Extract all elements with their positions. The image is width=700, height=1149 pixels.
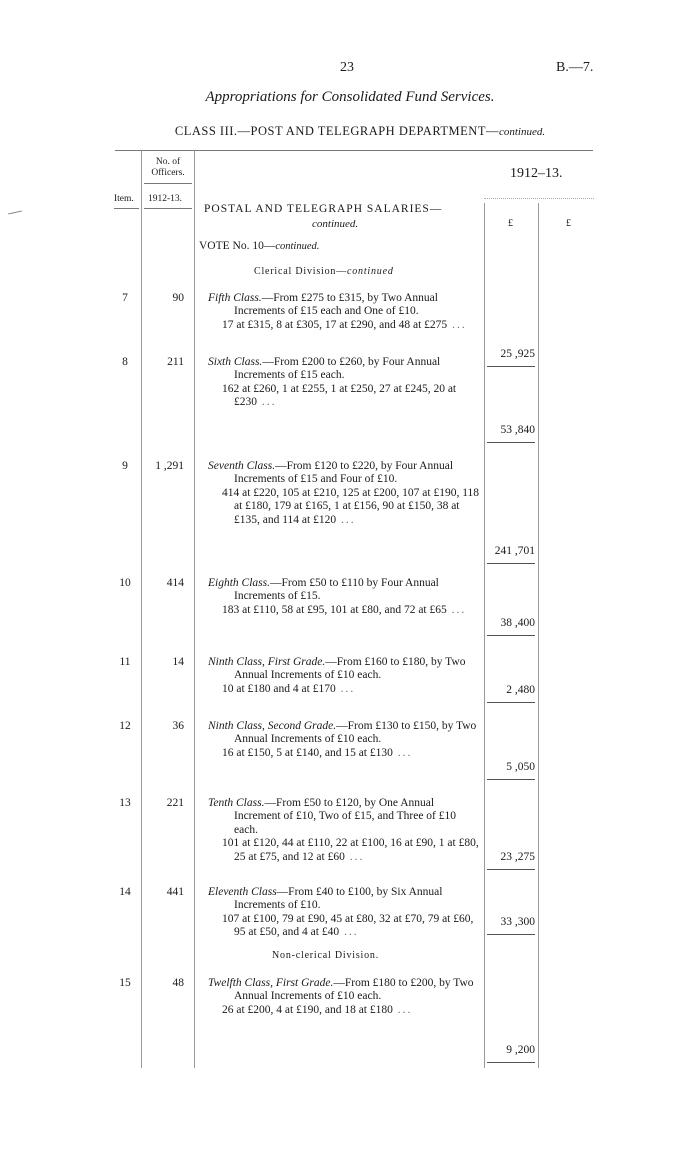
class-heading-text: CLASS III.—POST AND TELEGRAPH DEPARTMENT— bbox=[174, 124, 499, 138]
year-heading-rule bbox=[144, 208, 192, 209]
entry-amount: 9 ,200 bbox=[506, 1044, 535, 1056]
leader-dots: ... bbox=[392, 746, 413, 759]
class-heading bbox=[0, 124, 700, 139]
entry-amount: 2 ,480 bbox=[506, 684, 535, 696]
entry-description bbox=[208, 292, 480, 332]
item-number: 14 bbox=[119, 886, 131, 898]
officers-label-1: No. of bbox=[155, 157, 181, 167]
class-description: —From £130 to £150, by Two Annual Increments of £10 each. bbox=[234, 720, 477, 746]
officer-count: 441 bbox=[166, 886, 184, 898]
class-name: Fifth Class. bbox=[208, 292, 262, 304]
amount-underline bbox=[487, 702, 535, 703]
entry-amount: 33 ,300 bbox=[500, 916, 535, 928]
officers-column-heading bbox=[145, 157, 191, 179]
amount-underline bbox=[487, 563, 535, 564]
amount-underline bbox=[487, 1062, 535, 1063]
salary-breakdown: 17 at £315, 8 at £305, 17 at £290, and 48 at £275 bbox=[222, 318, 448, 331]
officer-count: 90 bbox=[172, 292, 184, 304]
amount-underline bbox=[487, 779, 535, 780]
salary-breakdown: 26 at £200, 4 at £190, and 18 at £180 bbox=[222, 1003, 393, 1016]
vote-continued: continued. bbox=[275, 241, 320, 252]
document-reference: B.—7. bbox=[556, 60, 594, 75]
clerical-label: Clerical Division— bbox=[254, 266, 347, 277]
entry-amount: 25 ,925 bbox=[500, 348, 535, 360]
officers-label-2: Officers. bbox=[151, 168, 185, 178]
class-name: Ninth Class, First Grade. bbox=[208, 656, 326, 668]
officer-count: 211 bbox=[167, 356, 184, 368]
entry-amount: 53 ,840 bbox=[500, 424, 535, 436]
officer-count: 221 bbox=[166, 797, 184, 809]
class-description: —From £160 to £180, by Two Annual Increments of £10 each. bbox=[234, 656, 466, 682]
amount-underline bbox=[487, 366, 535, 367]
non-clerical-division-heading: Non-clerical Division. bbox=[272, 950, 380, 961]
leader-dots: ... bbox=[392, 1003, 413, 1016]
item-column-heading: Item. bbox=[114, 194, 134, 204]
item-number: 13 bbox=[119, 797, 131, 809]
page-number: 23 bbox=[340, 60, 354, 75]
entry-amount: 241 ,701 bbox=[494, 545, 535, 557]
class-name: Twelfth Class, First Grade. bbox=[208, 977, 334, 989]
amount-underline bbox=[487, 442, 535, 443]
class-description: —From £180 to £200, by Two Annual Increments of £10 each. bbox=[234, 977, 474, 1003]
clerical-continued: continued bbox=[347, 266, 394, 277]
section-title: POSTAL AND TELEGRAPH SALARIES— bbox=[204, 203, 443, 215]
entry-description bbox=[208, 460, 480, 527]
entry-amount: 5 ,050 bbox=[506, 761, 535, 773]
class-description: —From £200 to £260, by Four Annual Increments of £15 each. bbox=[234, 356, 441, 382]
class-description: —From £50 to £110 by Four Annual Increments of £15. bbox=[234, 577, 439, 603]
officers-heading-rule bbox=[144, 183, 192, 184]
salary-breakdown: 16 at £150, 5 at £140, and 15 at £130 bbox=[222, 746, 393, 759]
officer-count: 1 ,291 bbox=[155, 460, 184, 472]
entry-amount: 38 ,400 bbox=[500, 617, 535, 629]
entry-description bbox=[208, 797, 480, 864]
currency-label-total: £ bbox=[566, 218, 571, 229]
leader-dots: ... bbox=[344, 850, 365, 863]
amount-underline bbox=[487, 869, 535, 870]
leader-dots: ... bbox=[335, 682, 356, 695]
salary-breakdown: 183 at £110, 58 at £95, 101 at £80, and 72 at £65 bbox=[222, 603, 447, 616]
leader-dots: ... bbox=[447, 318, 467, 331]
entry-description bbox=[208, 720, 480, 760]
amount-underline bbox=[487, 934, 535, 935]
vote-label: VOTE No. 10— bbox=[199, 240, 276, 252]
page-subtitle: Appropriations for Consolidated Fund Services. bbox=[205, 89, 495, 105]
item-number: 15 bbox=[119, 977, 131, 989]
leader-dots: ... bbox=[339, 926, 359, 939]
class-name: Sixth Class. bbox=[208, 356, 263, 368]
item-number: 7 bbox=[122, 292, 128, 304]
column-divider-amount bbox=[484, 203, 485, 1068]
column-divider-officers bbox=[194, 150, 195, 1068]
class-description: —From £120 to £220, by Four Annual Increments of £15 and Four of £10. bbox=[234, 460, 454, 486]
class-name: Ninth Class, Second Grade. bbox=[208, 720, 337, 732]
class-description: —From £40 to £100, by Six Annual Increments of £10. bbox=[234, 886, 443, 912]
entry-description bbox=[208, 656, 480, 696]
item-number: 8 bbox=[122, 356, 128, 368]
column-divider-total bbox=[538, 203, 539, 1068]
salary-breakdown: 107 at £100, 79 at £90, 45 at £80, 32 at £70, 79 at £60, 95 at £50, and 4 at £40 bbox=[222, 912, 474, 939]
entry-description bbox=[208, 356, 480, 410]
leader-dots: ... bbox=[336, 513, 356, 526]
currency-label-amount: £ bbox=[508, 218, 513, 229]
year-heading: 1912–13. bbox=[510, 166, 563, 181]
salary-breakdown: 101 at £120, 44 at £110, 22 at £100, 16 at £90, 1 at £80, 25 at £75, and 12 at £60 bbox=[222, 837, 479, 863]
amount-underline bbox=[487, 635, 535, 636]
salary-breakdown: 162 at £260, 1 at £255, 1 at £250, 27 at £245, 20 at £230 bbox=[222, 382, 457, 409]
leader-dots: ... bbox=[257, 396, 277, 409]
table-top-rule bbox=[115, 150, 593, 151]
item-number: 11 bbox=[119, 656, 131, 668]
entry-description bbox=[208, 977, 480, 1017]
officer-count: 414 bbox=[166, 577, 184, 589]
item-number: 12 bbox=[119, 720, 131, 732]
clerical-division-heading bbox=[254, 266, 394, 277]
salary-breakdown: 414 at £220, 105 at £210, 125 at £200, 107 at £190, 118 at £180, 179 at £165, 1 at £156, 90 at £150, 38 at £135, and 114 at £120 bbox=[222, 486, 480, 526]
class-name: Seventh Class. bbox=[208, 460, 276, 472]
class-description: —From £275 to £315, by Two Annual Increments of £15 each and One of £10. bbox=[234, 292, 438, 318]
item-number: 9 bbox=[122, 460, 128, 472]
officer-count: 36 bbox=[172, 720, 184, 732]
class-description: —From £50 to £120, by One Annual Increment of £10, Two of £15, and Three of £10 each. bbox=[234, 797, 457, 836]
entry-description bbox=[208, 886, 480, 940]
salary-breakdown: 10 at £180 and 4 at £170 bbox=[222, 682, 336, 695]
class-name: Eleventh Class bbox=[208, 886, 277, 898]
entry-description bbox=[208, 577, 480, 617]
class-name: Eighth Class. bbox=[208, 577, 270, 589]
item-heading-rule bbox=[114, 208, 139, 209]
leader-dots: ... bbox=[446, 603, 467, 616]
officer-count: 48 bbox=[172, 977, 184, 989]
margin-mark bbox=[8, 211, 22, 215]
officers-year-heading: 1912-13. bbox=[148, 194, 183, 204]
section-title-continued: continued. bbox=[312, 218, 359, 230]
year-rule bbox=[484, 198, 594, 199]
class-name: Tenth Class. bbox=[208, 797, 265, 809]
column-divider-item bbox=[141, 150, 142, 1068]
entry-amount: 23 ,275 bbox=[500, 851, 535, 863]
officer-count: 14 bbox=[172, 656, 184, 668]
vote-heading bbox=[199, 240, 319, 252]
class-heading-continued: continued. bbox=[498, 126, 546, 138]
item-number: 10 bbox=[119, 577, 131, 589]
